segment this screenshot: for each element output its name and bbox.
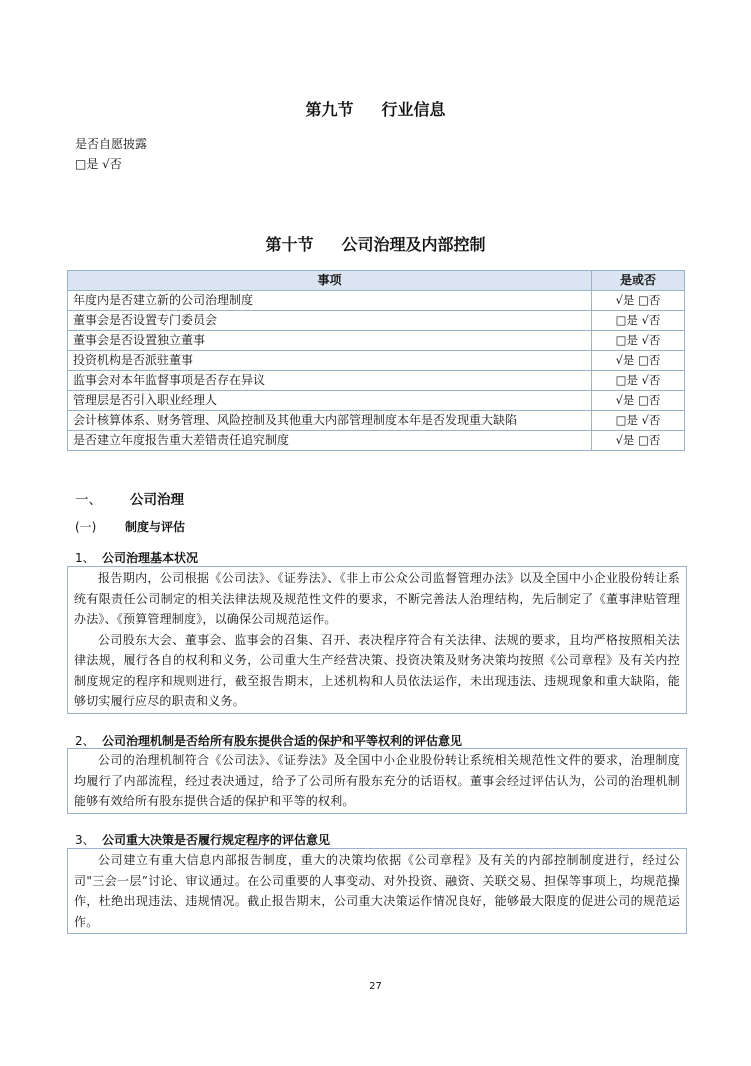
page-number: 27 xyxy=(369,981,382,992)
table-header-row xyxy=(68,271,685,291)
item-1-number: 1、 xyxy=(75,551,95,565)
part-1-number: 一、 xyxy=(75,492,102,508)
table-row xyxy=(68,311,685,331)
subsection-1-title: 制度与评估 xyxy=(125,520,186,534)
voluntary-disclosure-question: 是否自愿披露 xyxy=(75,137,148,151)
part-1-heading xyxy=(75,488,184,508)
row-answer: □是 √否 xyxy=(592,371,685,391)
item-2-box xyxy=(67,748,687,814)
governance-table xyxy=(67,270,685,451)
header-item: 事项 xyxy=(68,271,592,291)
row-answer: □是 √否 xyxy=(592,311,685,331)
item-2-number: 2、 xyxy=(75,734,95,748)
subsection-1-number: (一) xyxy=(75,520,97,534)
row-item: 董事会是否设置独立董事 xyxy=(68,331,592,351)
row-item: 是否建立年度报告重大差错责任追究制度 xyxy=(68,431,592,451)
paragraph: 公司的治理机制符合《公司法》、《证券法》及全国中小企业股份转让系统相关规范性文件的要求，治理制度均履行了内部流程，经过表决通过，给予了公司所有股东充分的话语权。董事会经过评估认为，公司的治理机制能够有效给所有股东提供合适的保护和平等的权利。 xyxy=(74,753,680,808)
row-answer: √是 □否 xyxy=(592,291,685,311)
section-10-number: 第十节 xyxy=(265,235,314,254)
row-answer: □是 √否 xyxy=(592,331,685,351)
table-row xyxy=(68,291,685,311)
item-1-heading xyxy=(75,549,198,566)
section-10-title: 公司治理及内部控制 xyxy=(341,235,486,254)
row-answer: □是 √否 xyxy=(592,411,685,431)
item-3-heading xyxy=(75,831,330,848)
paragraph: 报告期内，公司根据《公司法》、《证券法》、《非上市公众公司监督管理办法》以及全国中小企业股份转让系统有限责任公司制定的相关法律法规及规范性文件的要求，不断完善法人治理结构，先后制定了《董事津贴管理办法》、《预算管理制度》，以确保公司规范运作。 xyxy=(74,571,680,626)
table-row xyxy=(68,331,685,351)
item-3-box xyxy=(67,848,687,934)
part-1-title: 公司治理 xyxy=(130,492,184,508)
row-item: 会计核算体系、财务管理、风险控制及其他重大内部管理制度本年是否发现重大缺陷 xyxy=(68,411,592,431)
row-answer: √是 □否 xyxy=(592,351,685,371)
table-row xyxy=(68,411,685,431)
row-item: 管理层是否引入职业经理人 xyxy=(68,391,592,411)
section-10-heading xyxy=(0,232,751,255)
section-9-title: 行业信息 xyxy=(381,100,446,119)
voluntary-disclosure-options: □是 √否 xyxy=(75,157,122,171)
section-9-heading xyxy=(0,97,751,120)
row-answer: √是 □否 xyxy=(592,391,685,411)
paragraph: 公司建立有重大信息内部报告制度，重大的决策均依据《公司章程》及有关的内部控制制度进行，经过公司"三会一层”讨论、审议通过。在公司重要的人事变动、对外投资、融资、关联交易、担保等事项上，均规范操作，杜绝出现违法、违规情况。截止报告期末，公司重大决策运作情况良好，能够最大限度的促进公司的规范运作。 xyxy=(74,853,680,929)
row-item: 董事会是否设置专门委员会 xyxy=(68,311,592,331)
subsection-1-heading xyxy=(75,518,185,535)
item-2-heading xyxy=(75,732,462,749)
item-3-number: 3、 xyxy=(75,833,95,847)
row-item: 投资机构是否派驻董事 xyxy=(68,351,592,371)
table-row xyxy=(68,391,685,411)
item-1-title: 公司治理基本状况 xyxy=(102,551,199,565)
section-9-number: 第九节 xyxy=(305,100,354,119)
row-answer: √是 □否 xyxy=(592,431,685,451)
row-item: 监事会对本年监督事项是否存在异议 xyxy=(68,371,592,391)
header-answer: 是或否 xyxy=(592,271,685,291)
paragraph: 公司股东大会、董事会、监事会的召集、召开、表决程序符合有关法律、法规的要求，且均严格按照相关法律法规，履行各自的权利和义务，公司重大生产经营决策、投资决策及财务决策均按照《公司章程》及有关内控制度规定的程序和规则进行，截至报告期末，上述机构和人员依法运作，未出现违法、违规现象和重大缺陷，能够切实履行应尽的职责和义务。 xyxy=(74,632,680,708)
table-row xyxy=(68,431,685,451)
table-row xyxy=(68,351,685,371)
item-1-box xyxy=(67,566,687,714)
item-3-title: 公司重大决策是否履行规定程序的评估意见 xyxy=(102,833,331,847)
row-item: 年度内是否建立新的公司治理制度 xyxy=(68,291,592,311)
item-2-title: 公司治理机制是否给所有股东提供合适的保护和平等权利的评估意见 xyxy=(102,734,463,748)
table-row xyxy=(68,371,685,391)
